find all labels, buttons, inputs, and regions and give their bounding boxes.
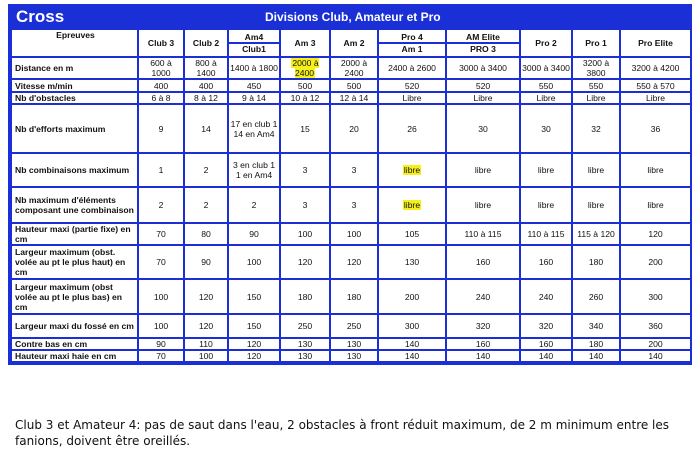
table-cell: libre [446,187,520,223]
table-cell [280,57,330,79]
table-cell: 130 [330,338,378,350]
table-cell: 3200 à 4200 [620,57,691,79]
table-cell: 180 [572,338,620,350]
title-bar [10,6,690,28]
table-cell: 100 [138,279,184,314]
table-cell: libre [620,187,691,223]
header-col-top: Am4 [229,32,279,44]
table-cell: 32 [572,104,620,153]
header-col-top: Pro 4 [379,32,445,44]
header-col-bottom: Am 1 [401,44,423,54]
table-row [11,57,691,79]
table-cell: 120 [330,245,378,279]
table-cell: 110 à 115 [520,223,572,245]
table-cell: 340 [572,314,620,338]
row-label: Largeur maxi du fossé en cm [11,314,138,338]
row-label: Largeur maximum (obst. volée au pt le plus haut) en cm [11,245,138,279]
table-cell: Libre [620,92,691,104]
table-cell: 3 en club 1 1 en Am4 [228,153,280,187]
table-cell: 150 [228,314,280,338]
highlighted-value: libre [403,200,421,210]
footnote: Club 3 et Amateur 4: pas de saut dans l'eau, 2 obstacles à front réduit maximum, de 2 m minimum entre les fanions, doivent être oreillés. [15,418,670,448]
table-cell: 90 [138,338,184,350]
table-cell: 300 [378,314,446,338]
table-cell: 140 [446,350,520,362]
table-cell: 200 [620,338,691,350]
table-cell: 160 [446,245,520,279]
table-cell: 30 [446,104,520,153]
row-label: Nb combinaisons maximum [11,153,138,187]
table-cell: 180 [572,245,620,279]
row-label: Largeur maximum (obst volée au pt le plus bas) en cm [11,279,138,314]
table-row [11,279,691,314]
table-row [11,338,691,350]
table-row [11,104,691,153]
header-col: Pro 2 [520,29,572,57]
highlighted-value: 2000 à 2400 [292,58,319,78]
table-cell: 500 [330,79,378,92]
table-cell: 8 à 12 [184,92,228,104]
table-cell: 600 à 1000 [138,57,184,79]
table-cell: 140 [572,350,620,362]
row-label: Nb d'obstacles [11,92,138,104]
table-cell: 70 [138,245,184,279]
table-row [11,92,691,104]
table-cell: 250 [280,314,330,338]
table-cell: libre [520,153,572,187]
highlighted-value: libre [403,165,421,175]
table-cell: 2 [184,153,228,187]
table-cell: 200 [620,245,691,279]
table-cell: 550 à 570 [620,79,691,92]
table-cell: 3000 à 3400 [446,57,520,79]
table-cell: 26 [378,104,446,153]
table-cell [378,153,446,187]
table-cell: 90 [184,245,228,279]
table-cell: 130 [378,245,446,279]
table-cell: 320 [520,314,572,338]
row-label: Distance en m [11,57,138,79]
table-cell: 120 [228,338,280,350]
table-cell: 100 [184,350,228,362]
table-cell: 6 à 8 [138,92,184,104]
table-cell: 10 à 12 [280,92,330,104]
table-cell: 130 [330,350,378,362]
header-col: Club 2 [184,29,228,57]
table-cell: 520 [378,79,446,92]
row-label: Nb d'efforts maximum [11,104,138,153]
table-title: Cross [16,7,65,26]
table-cell: 1400 à 1800 [228,57,280,79]
table-cell: 260 [572,279,620,314]
table-cell: 3 [280,153,330,187]
table-cell: 115 à 120 [572,223,620,245]
table-cell: 20 [330,104,378,153]
table-cell: 70 [138,350,184,362]
table-cell: 30 [520,104,572,153]
table-cell: 360 [620,314,691,338]
table-row [11,350,691,362]
table-cell: 140 [520,350,572,362]
table-cell: 240 [520,279,572,314]
table-cell: 150 [228,279,280,314]
table-cell [378,187,446,223]
table-cell: 520 [446,79,520,92]
table-cell: 100 [138,314,184,338]
table-cell: 300 [620,279,691,314]
table-cell: 9 [138,104,184,153]
table-cell: Libre [520,92,572,104]
table-cell: 240 [446,279,520,314]
table-cell: 110 à 115 [446,223,520,245]
header-col [446,29,520,57]
table-cell: 160 [446,338,520,350]
table-cell: 36 [620,104,691,153]
table-cell: 105 [378,223,446,245]
row-label: Hauteur maxi (partie fixe) en cm [11,223,138,245]
table-cell: 2 [228,187,280,223]
table-cell: 90 [228,223,280,245]
table-cell: 140 [378,350,446,362]
table-cell: 3200 à 3800 [572,57,620,79]
table-subtitle: Divisions Club, Amateur et Pro [265,10,441,24]
table-cell: 800 à 1400 [184,57,228,79]
table-cell: 12 à 14 [330,92,378,104]
header-col: Am 2 [330,29,378,57]
table-cell: 2 [138,187,184,223]
table-cell: 2400 à 2600 [378,57,446,79]
header-label: Epreuves [11,29,138,57]
header-col-bottom: PRO 3 [470,44,496,54]
table-cell: libre [572,187,620,223]
table-cell: libre [446,153,520,187]
table-row [11,223,691,245]
data-grid [10,28,692,363]
table-cell: 3 [330,187,378,223]
table-cell: libre [620,153,691,187]
table-cell: 120 [184,279,228,314]
table-cell: 120 [620,223,691,245]
header-col-top: AM Elite [447,32,519,44]
table-row [11,153,691,187]
header-col: Club 3 [138,29,184,57]
table-cell: libre [572,153,620,187]
table-cell: 120 [184,314,228,338]
table-cell: 400 [184,79,228,92]
table-cell: 130 [280,338,330,350]
table-cell: libre [520,187,572,223]
table-cell: 120 [280,245,330,279]
table-cell: 17 en club 1 14 en Am4 [228,104,280,153]
table-cell: 3000 à 3400 [520,57,572,79]
table-cell: 1 [138,153,184,187]
table-cell: 200 [378,279,446,314]
table-cell: Libre [572,92,620,104]
header-col: Am 3 [280,29,330,57]
row-label: Vitesse m/min [11,79,138,92]
table-cell: 3 [330,153,378,187]
table-row [11,245,691,279]
table-cell: 400 [138,79,184,92]
table-row [11,79,691,92]
table-cell: 250 [330,314,378,338]
header-col [228,29,280,57]
table-cell: 550 [520,79,572,92]
table-cell: 180 [330,279,378,314]
table-cell: 500 [280,79,330,92]
table-cell: 80 [184,223,228,245]
row-label: Nb maximum d'éléments composant une combinaison [11,187,138,223]
table-cell: 450 [228,79,280,92]
table-cell: 120 [228,350,280,362]
header-row [11,29,691,57]
table-cell: 100 [330,223,378,245]
table-cell: 550 [572,79,620,92]
table-cell: 9 à 14 [228,92,280,104]
table-cell: 14 [184,104,228,153]
header-col-bottom: Club1 [242,44,266,54]
table-cell: Libre [446,92,520,104]
table-cell: 140 [378,338,446,350]
table-cell: 100 [228,245,280,279]
header-col: Pro 1 [572,29,620,57]
header-col: Pro Elite [620,29,691,57]
table-cell: 180 [280,279,330,314]
table-row [11,187,691,223]
table-cell: 160 [520,245,572,279]
table-cell: 2 [184,187,228,223]
table-cell: Libre [378,92,446,104]
header-col [378,29,446,57]
table-cell: 140 [620,350,691,362]
table-cell: 110 [184,338,228,350]
table-cell: 100 [280,223,330,245]
table-cell: 2000 à 2400 [330,57,378,79]
row-label: Hauteur maxi haie en cm [11,350,138,362]
row-label: Contre bas en cm [11,338,138,350]
table-cell: 3 [280,187,330,223]
cross-table [8,4,692,365]
table-cell: 160 [520,338,572,350]
table-cell: 130 [280,350,330,362]
table-row [11,314,691,338]
table-cell: 320 [446,314,520,338]
table-cell: 15 [280,104,330,153]
table-cell: 70 [138,223,184,245]
